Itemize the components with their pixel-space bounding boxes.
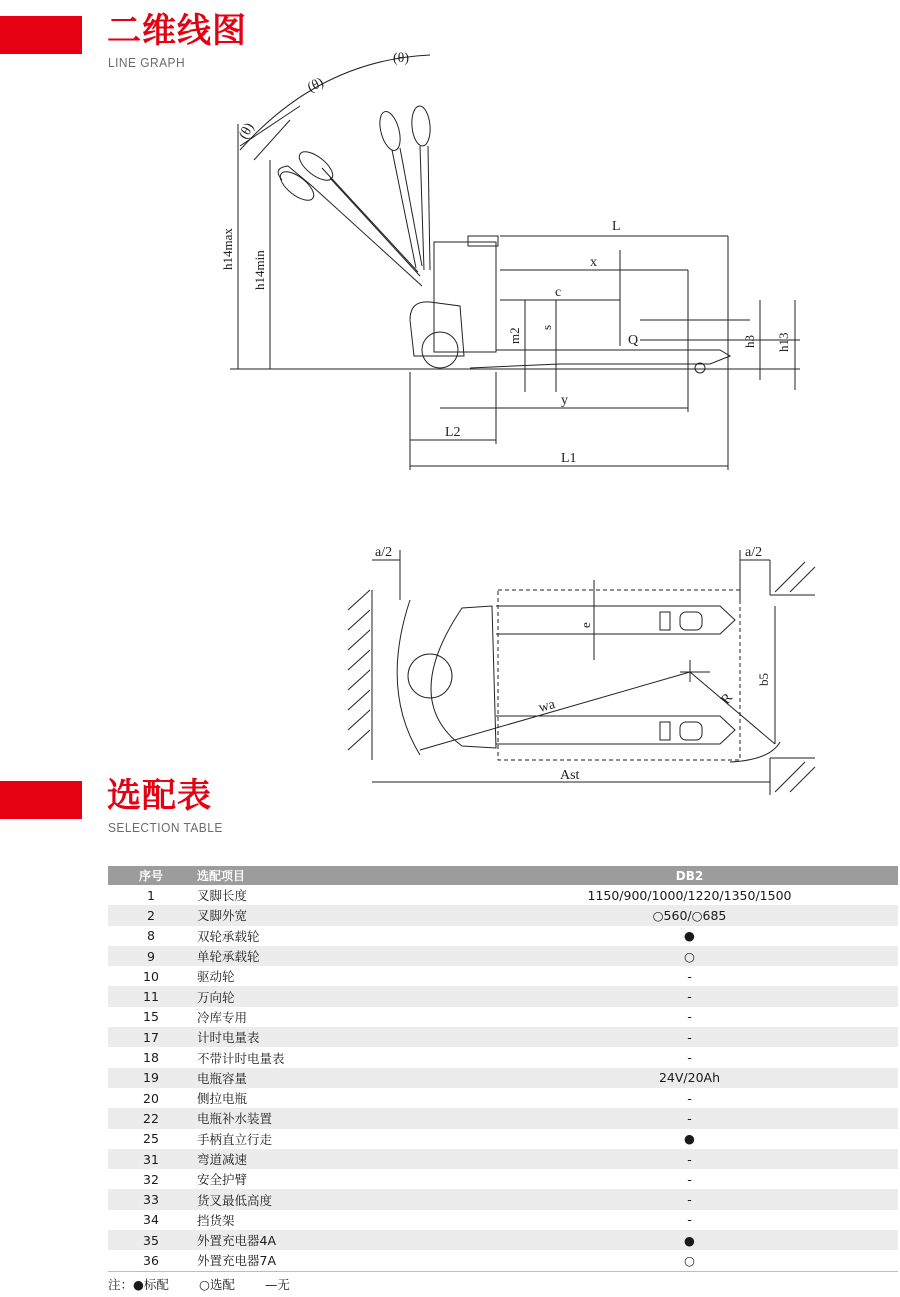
row-value: - [481,1027,898,1047]
row-index: 15 [143,1009,159,1025]
row-index: 9 [108,946,194,966]
table-row [108,1027,898,1047]
row-index: 22 [108,1108,194,1128]
row-value: ● [684,1131,695,1147]
row-index: 8 [147,928,155,944]
row-value: - [687,1171,692,1187]
row-option: 双轮承载轮 [197,928,260,944]
section-subtitle-selection-table: SELECTION TABLE [108,820,223,835]
table-row [108,1210,898,1230]
handle-arc [240,55,430,150]
section-subtitle-line-graph: LINE GRAPH [108,55,186,70]
row-value: - [687,1090,692,1106]
header-index: 序号 [108,866,194,885]
row-value: ● [481,1230,898,1250]
label-y: y [561,393,568,408]
row-option: 安全护臂 [197,1172,248,1188]
row-index: 18 [143,1050,159,1066]
row-option: 电瓶补水装置 [194,1108,481,1128]
row-option: 外置充电器7A [194,1250,481,1271]
table-row [108,1007,898,1027]
table-row [108,1189,898,1209]
row-option: 驱动轮 [197,969,235,985]
turning-arc [397,600,420,755]
row-option: 单轮承载轮 [194,946,481,966]
tiller-1 [278,166,422,286]
table-row [108,926,898,946]
table-row [108,1230,898,1250]
row-value: 24V/20Ah [481,1068,898,1088]
row-value: ● [684,928,695,944]
table-row [108,1149,898,1169]
row-value: - [481,1189,898,1209]
right-wall-hatch [770,560,815,795]
row-option: 计时电量表 [194,1027,481,1047]
table-row [108,1169,898,1189]
row-option: 手柄直立行走 [197,1131,273,1147]
row-value: 1150/900/1000/1220/1350/1500 [587,887,792,903]
label-wa: wa [537,697,557,716]
label-c: c [555,285,562,300]
row-index: 32 [143,1171,159,1187]
row-value: - [687,968,692,984]
row-index: 1 [147,887,155,903]
row-value: - [481,1108,898,1128]
note-none: —无 [264,1277,290,1292]
row-value: ○ [481,1250,898,1271]
label-Ast: Ast [560,768,580,783]
row-value: ○ [481,946,898,966]
table-row [108,1068,898,1088]
row-index: 31 [108,1149,194,1169]
section-title-line-graph: 二维线图 [107,11,247,51]
fork [470,350,730,368]
row-index: 17 [108,1027,194,1047]
label-theta-2: (θ) [305,75,327,96]
label-e: e [578,622,593,628]
row-option: 叉脚长度 [197,888,248,904]
label-s: s [539,324,554,330]
row-option: 弯道减速 [194,1149,481,1169]
fork-top-lower [496,716,735,744]
row-index: 34 [143,1212,159,1228]
row-option: 不带计时电量表 [197,1050,285,1066]
note-prefix: 注： [108,1277,134,1292]
row-option: 外置充电器4A [194,1230,481,1250]
table-row [108,946,898,966]
row-option: 万向轮 [194,986,481,1006]
row-option: 挡货架 [197,1212,235,1228]
row-value: - [687,1212,692,1228]
row-option: 冷库专用 [197,1009,248,1025]
table-row [108,905,898,925]
table-row [108,1250,898,1271]
label-m2: m2 [507,327,522,344]
table-row [108,986,898,1006]
row-value: - [481,1149,898,1169]
label-a2-left: a/2 [375,545,393,560]
label-Q: Q [628,333,639,348]
fork-top-upper [496,606,735,634]
row-value: - [687,1050,692,1066]
table-row [108,1088,898,1108]
legend-note [108,1275,304,1293]
row-option: 货叉最低高度 [194,1189,481,1209]
truck-body [434,242,496,352]
table-header-row [108,866,898,885]
table-row [108,966,898,986]
row-index: 33 [108,1189,194,1209]
table-row [108,885,898,905]
label-h3: h3 [742,335,757,348]
section-title-selection-table: 选配表 [107,776,212,816]
label-L1: L1 [561,451,577,466]
section-accent-bar [0,781,82,819]
pallet-outline [498,590,740,760]
row-value: ○560/○685 [481,905,898,925]
row-index: 10 [143,968,159,984]
row-value: - [687,1009,692,1025]
table-row [108,1129,898,1149]
label-a2-right: a/2 [745,545,763,560]
row-option: 叉脚外宽 [194,905,481,925]
label-h13: h13 [776,332,791,352]
table-row [108,1047,898,1067]
label-L: L [612,219,621,234]
label-theta-3: (θ) [236,120,258,142]
row-value: - [481,986,898,1006]
label-h14min: h14min [252,250,267,290]
row-index: 36 [108,1250,194,1271]
table-row [108,1108,898,1128]
label-x: x [590,255,597,270]
label-b5: b5 [756,673,771,686]
row-index: 19 [108,1068,194,1088]
label-L2: L2 [445,425,461,440]
header-option: 选配项目 [194,866,481,885]
side-view-drawing [0,40,900,520]
label-theta-1: (θ) [393,51,410,66]
left-wall-hatch [348,590,370,750]
row-option: 电瓶容量 [194,1068,481,1088]
truck-body-top [431,606,496,748]
row-index: 35 [108,1230,194,1250]
note-standard: ●标配 [133,1277,169,1292]
row-index: 25 [143,1131,159,1147]
row-index: 20 [143,1090,159,1106]
selection-table [108,866,898,1272]
label-R: R [718,690,737,708]
top-view-drawing [0,530,900,800]
header-model: DB2 [481,866,898,885]
label-h14max: h14max [220,228,235,270]
row-option: 侧拉电瓶 [197,1091,248,1107]
note-optional: ○选配 [198,1277,235,1292]
row-index: 11 [108,986,194,1006]
row-index: 2 [108,905,194,925]
